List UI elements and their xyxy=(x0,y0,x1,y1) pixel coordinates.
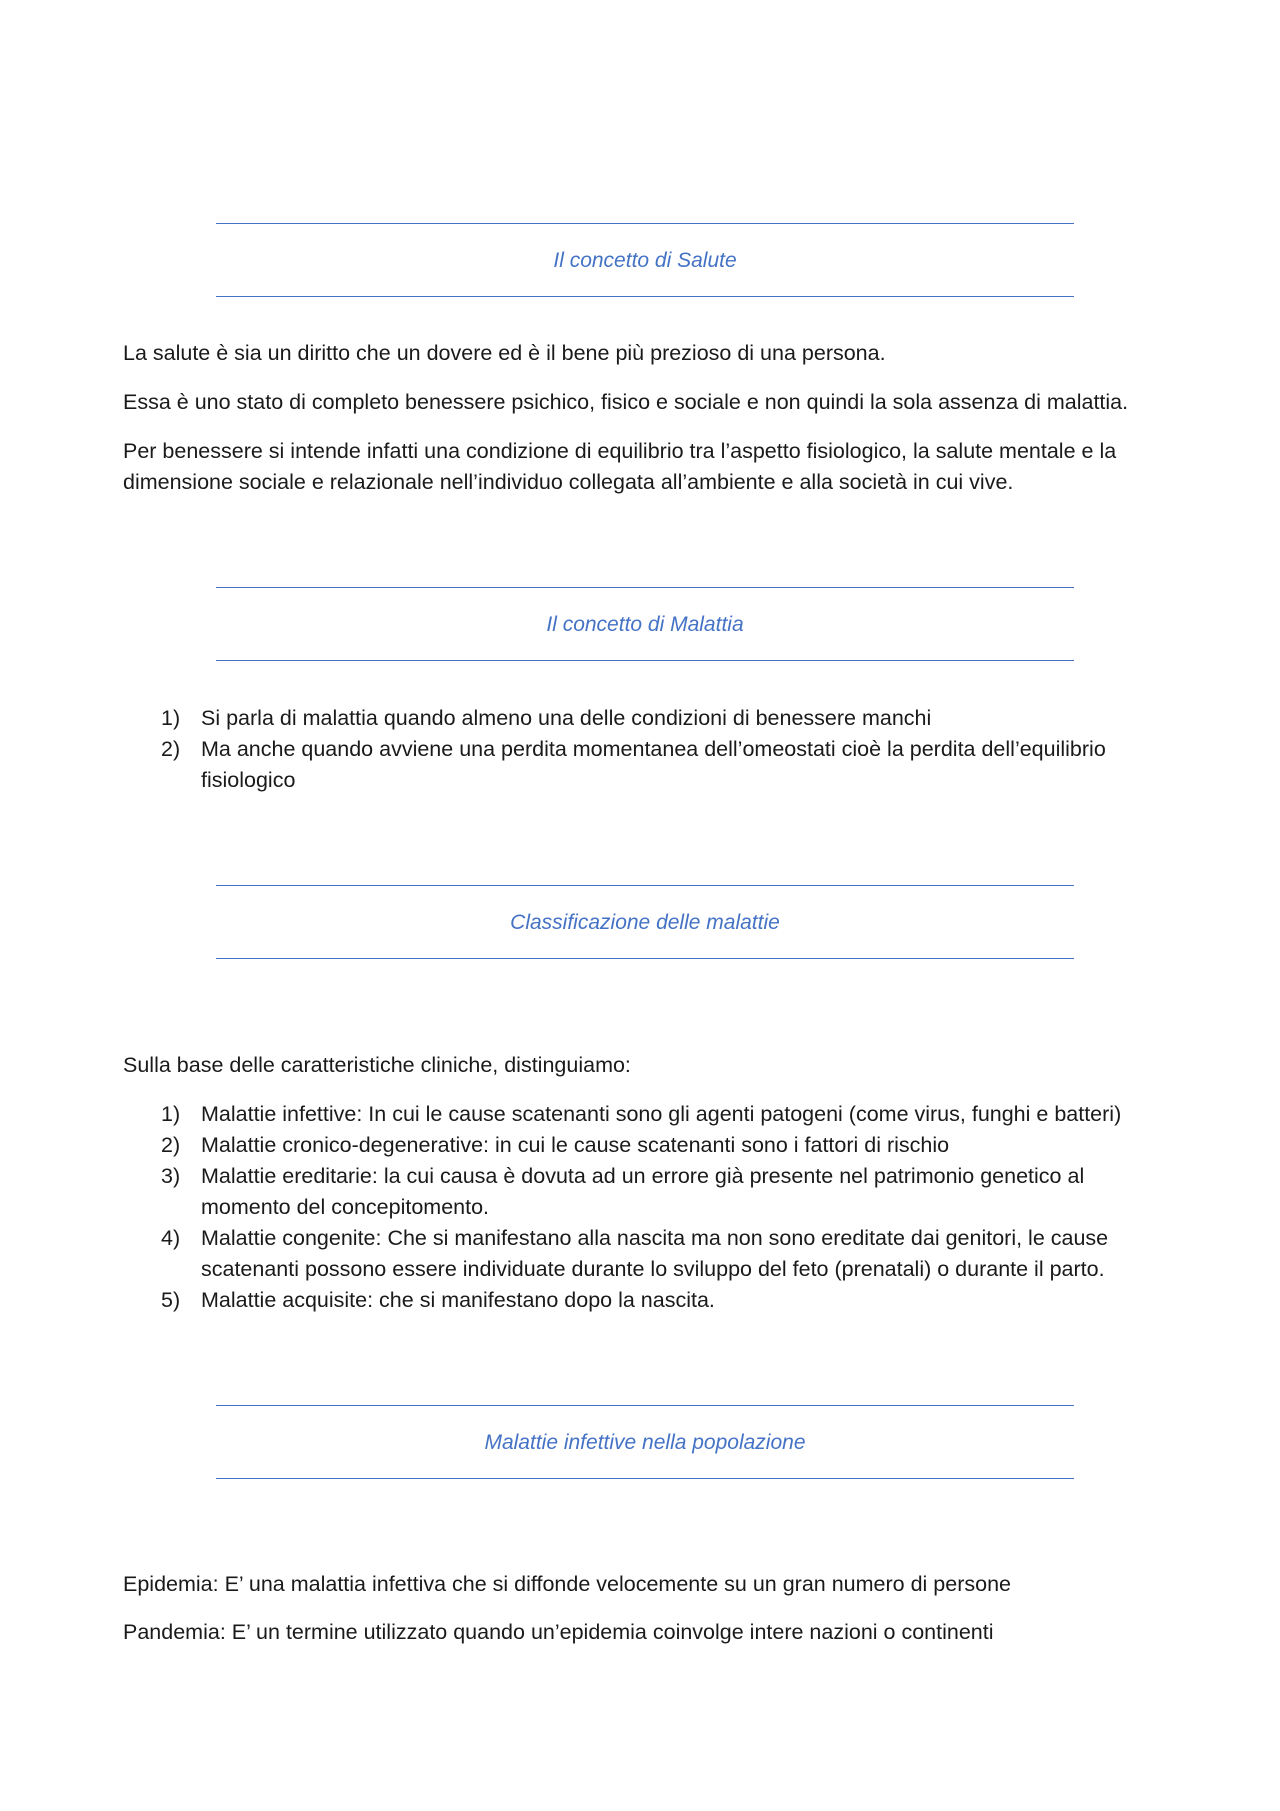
heading-infettive xyxy=(216,1405,1074,1480)
list-item-text: Malattie congenite: Che si manifestano alla nascita ma non sono ereditate dai genitori, le cause scatenanti possono essere individuate durante lo sviluppo del feto (prenatali) o durante il parto. xyxy=(201,1226,1109,1281)
list-item-text: Malattie ereditarie: la cui causa è dovuta ad un errore già presente nel patrimonio genetico al momento del concepitomento. xyxy=(201,1164,1085,1219)
classificazione-list xyxy=(123,1099,1153,1316)
heading-salute-text: Il concetto di Salute xyxy=(553,249,737,272)
heading-classificazione-text: Classificazione delle malattie xyxy=(510,911,780,934)
heading-infettive-text: Malattie infettive nella popolazione xyxy=(484,1431,806,1454)
list-item-number: 1) xyxy=(161,1102,181,1126)
list-item-text: Malattie infettive: In cui le cause scatenanti sono gli agenti patogeni (come virus, funghi e batteri) xyxy=(201,1102,1122,1126)
list-item xyxy=(123,734,1153,796)
list-item-text: Ma anche quando avviene una perdita momentanea dell’omeostati cioè la perdita dell’equilibrio fisiologico xyxy=(201,737,1106,792)
heading-salute xyxy=(216,223,1074,298)
heading-rule-top xyxy=(216,587,1074,588)
list-item xyxy=(123,1223,1153,1285)
classificazione-intro: Sulla base delle caratteristiche cliniche, distinguiamo: xyxy=(123,1053,631,1077)
malattia-list xyxy=(123,703,1153,796)
list-item-text: Malattie cronico-degenerative: in cui le cause scatenanti sono i fattori di rischio xyxy=(201,1133,950,1157)
list-item xyxy=(123,1285,1153,1316)
epidemia-paragraph: Epidemia: E’ una malattia infettiva che si diffonde velocemente su un gran numero di persone xyxy=(123,1572,1011,1596)
heading-rule-bottom xyxy=(216,1478,1074,1479)
heading-rule-top xyxy=(216,223,1074,224)
salute-paragraph-1: La salute è sia un diritto che un dovere ed è il bene più prezioso di una persona. xyxy=(123,341,886,365)
heading-malattia-text: Il concetto di Malattia xyxy=(546,613,744,636)
list-item-number: 2) xyxy=(161,737,181,761)
pandemia-paragraph: Pandemia: E’ un termine utilizzato quando un’epidemia coinvolge intere nazioni o continenti xyxy=(123,1620,994,1644)
list-item-text: Si parla di malattia quando almeno una delle condizioni di benessere manchi xyxy=(201,706,932,730)
list-item xyxy=(123,1099,1153,1130)
list-item-number: 5) xyxy=(161,1288,181,1312)
salute-paragraph-3: Per benessere si intende infatti una condizione di equilibrio tra l’aspetto fisiologico, la salute mentale e la dimensione sociale e relazionale nell’individuo collegata all’ambiente e alla società in cui vive. xyxy=(123,439,1117,494)
heading-rule-bottom xyxy=(216,660,1074,661)
salute-paragraph-2: Essa è uno stato di completo benessere psichico, fisico e sociale e non quindi la sola assenza di malattia. xyxy=(123,390,1129,414)
list-item-number: 2) xyxy=(161,1133,181,1157)
heading-rule-top xyxy=(216,1405,1074,1406)
list-item xyxy=(123,703,1153,734)
list-item xyxy=(123,1130,1153,1161)
list-item-number: 1) xyxy=(161,706,181,730)
heading-classificazione xyxy=(216,885,1074,960)
list-item xyxy=(123,1161,1153,1223)
heading-rule-bottom xyxy=(216,296,1074,297)
heading-rule-bottom xyxy=(216,958,1074,959)
list-item-number: 4) xyxy=(161,1226,181,1250)
list-item-number: 3) xyxy=(161,1164,181,1188)
heading-rule-top xyxy=(216,885,1074,886)
heading-malattia xyxy=(216,587,1074,662)
list-item-text: Malattie acquisite: che si manifestano dopo la nascita. xyxy=(201,1288,715,1312)
